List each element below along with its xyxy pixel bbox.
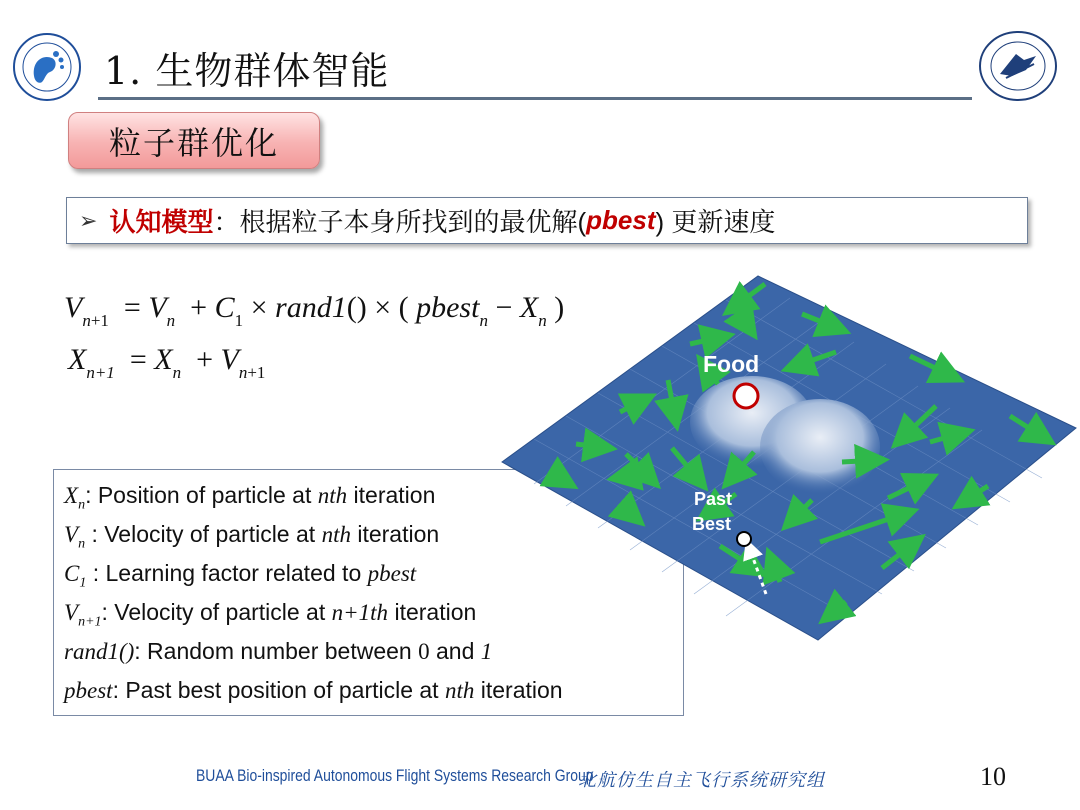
- past-label: Past: [694, 489, 733, 509]
- bullet-text-before: 根据粒子本身所找到的最优解(: [239, 207, 587, 237]
- food-label: Food: [703, 351, 760, 377]
- fitness-landscape-figure: [490, 272, 1080, 644]
- legend-line-xn: $X_n$: Position of particle at nth iteration: [64, 482, 436, 513]
- footer-group-english: BUAA Bio-inspired Autonomous Flight Systems Research Group: [196, 766, 594, 785]
- best-label: Best: [692, 514, 732, 534]
- legend-line-rand1: rand1(): Random number between 0 and 1: [64, 638, 493, 664]
- footer-group-chinese: 北航仿生自主飞行系统研究组: [578, 770, 825, 790]
- bullet-pbest: pbest: [586, 205, 656, 235]
- page-title: 1. 生物群体智能: [104, 49, 390, 93]
- section-subtitle: 粒子群优化: [68, 112, 320, 169]
- buaa-university-seal: [976, 30, 1060, 102]
- past-best-marker: [737, 532, 751, 546]
- page-number: 10: [980, 762, 1006, 791]
- position-update-equation: $X_{n+1} = X_n + V_{n+1}$: [68, 343, 266, 382]
- bullet-colon: ：: [213, 207, 240, 237]
- legend-line-vn1: $V_{n+1}$: Velocity of particle at n+1th iteration: [64, 599, 477, 630]
- bullet-term: 认知模型: [109, 207, 214, 237]
- bullet-text-after: ) 更新速度: [655, 207, 776, 237]
- hill-peak-2: [760, 399, 880, 495]
- bullet-callout: [66, 197, 1028, 244]
- legend-line-vn: $V_n$ : Velocity of particle at nth iteration: [64, 521, 440, 552]
- food-marker: [734, 384, 758, 408]
- title-divider: [98, 97, 972, 100]
- legend-line-c1: $C_1$ : Learning factor related to pbest: [64, 560, 417, 591]
- velocity-update-equation: $V_{n+1} = V_n + C_1$ × rand1() × ( pbest$_n$ − $X_n$ ): [64, 291, 565, 330]
- legend-line-pbest: pbest: Past best position of particle at nth iteration: [64, 677, 563, 703]
- bullet-arrow-icon: ➢: [79, 207, 98, 233]
- bio-inspired-flight-lab-logo: [12, 32, 82, 102]
